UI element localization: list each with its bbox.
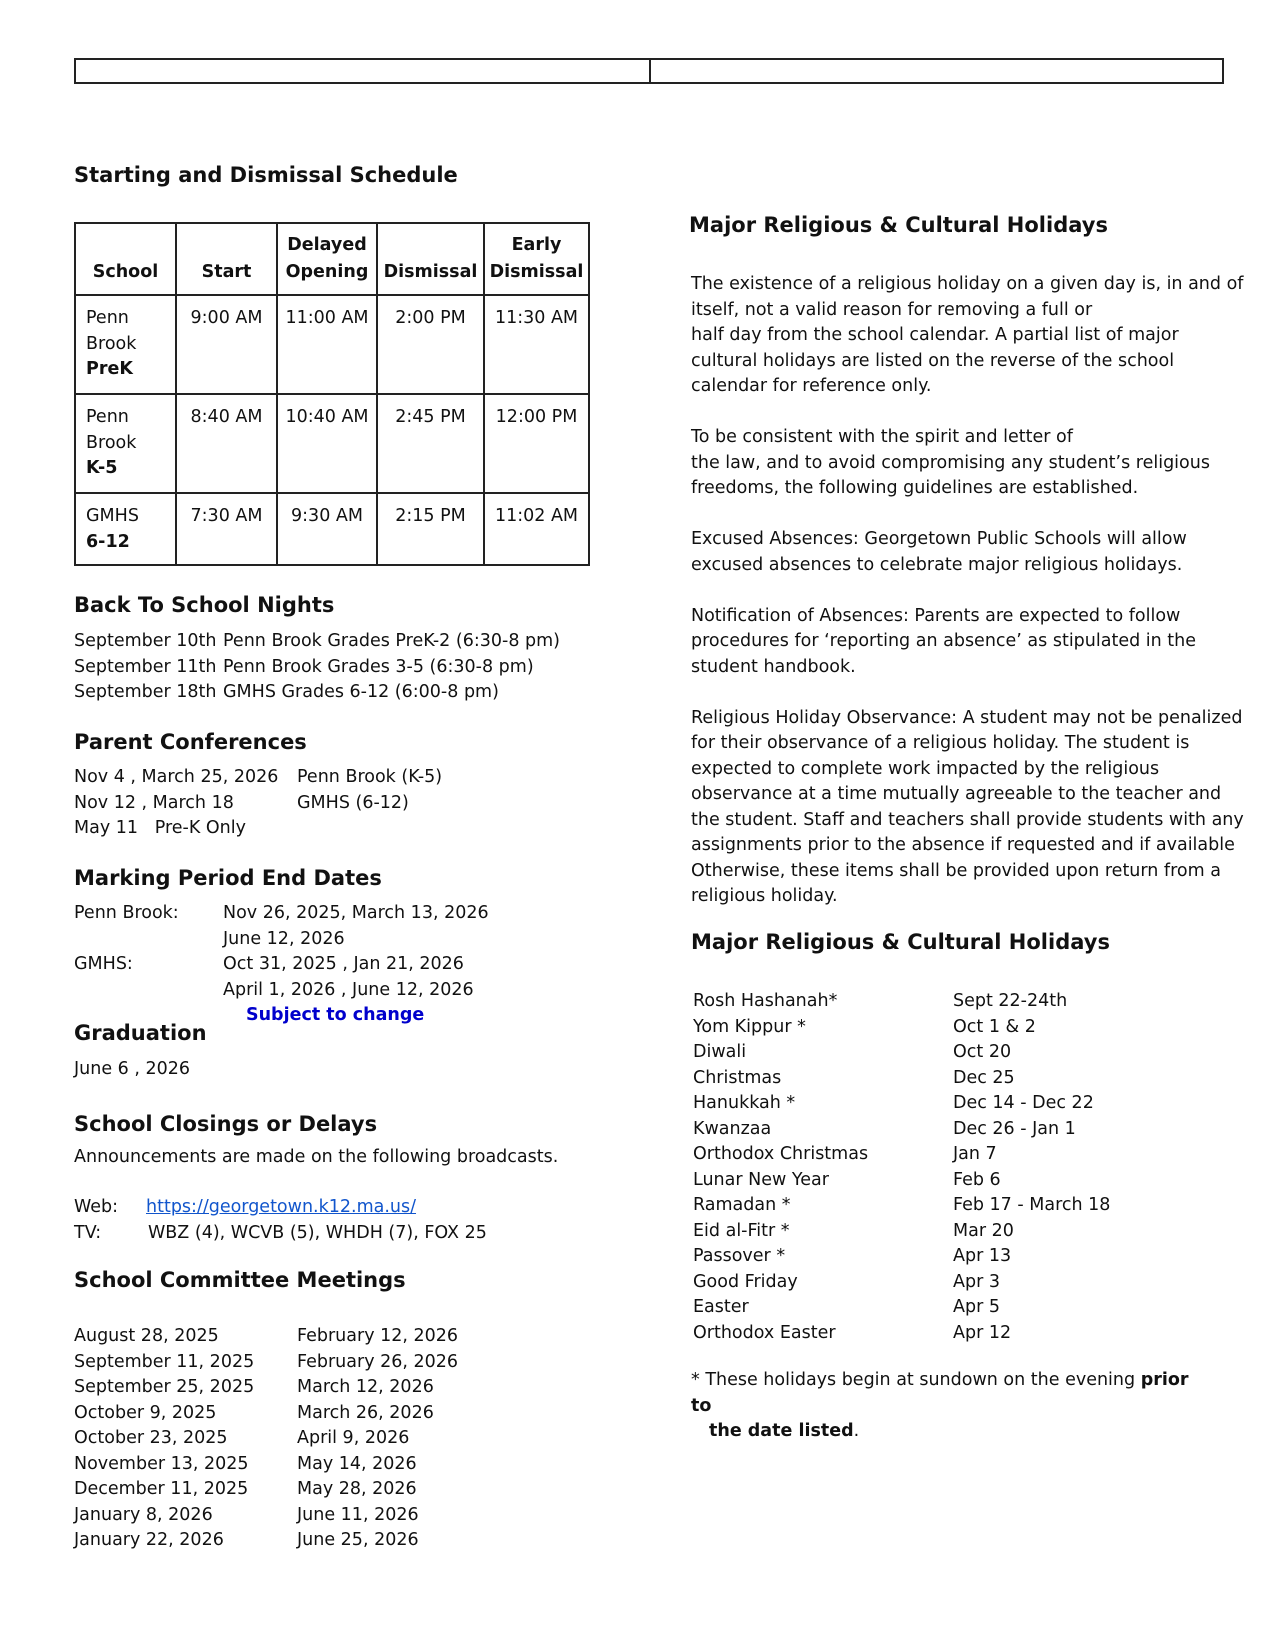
- holiday-name: Good Friday: [693, 1271, 798, 1292]
- holiday-date: Feb 17 - March 18: [953, 1195, 1111, 1215]
- policy-paragraph: [691, 706, 1251, 910]
- holiday-date: Feb 6: [953, 1169, 1001, 1190]
- paragraph-line: cultural holidays are listed on the reverse of the school: [691, 350, 1175, 371]
- event-desc: Penn Brook Grades PreK-2 (6:30-8 pm): [223, 631, 560, 651]
- holiday-name: Orthodox Christmas: [693, 1144, 869, 1164]
- footnote-bold: the date listed: [709, 1421, 854, 1441]
- list-item: [74, 901, 489, 927]
- holiday-name: Easter: [693, 1297, 749, 1317]
- holidays-footnote: [691, 1368, 1211, 1445]
- subject-to-change-note: Subject to change: [246, 1005, 425, 1025]
- start-cell: 7:30 AM: [176, 493, 277, 565]
- back-to-school-title: Back To School Nights: [74, 593, 335, 617]
- graduation-title: Graduation: [74, 1021, 207, 1045]
- holiday-date: Dec 25: [953, 1067, 1015, 1088]
- school-cell: [75, 295, 176, 394]
- school-level: 6-12: [86, 531, 130, 552]
- conference-desc: GMHS (6-12): [297, 792, 409, 813]
- holiday-name: Diwali: [693, 1042, 747, 1062]
- closings-title: School Closings or Delays: [74, 1112, 378, 1136]
- paragraph-line: freedoms, the following guidelines are established.: [691, 478, 1139, 498]
- list-item: [693, 1219, 1110, 1245]
- meeting-date: August 28, 2025: [74, 1326, 219, 1346]
- list-item: [74, 1350, 458, 1376]
- paragraph-line: student handbook.: [691, 656, 856, 677]
- committee-title: School Committee Meetings: [74, 1268, 406, 1292]
- committee-list: [74, 1324, 458, 1554]
- list-item: [74, 978, 489, 1004]
- dismissal-cell: 2:00 PM: [377, 295, 484, 394]
- graduation-date: June 6 , 2026: [74, 1059, 191, 1079]
- school-name: GMHS: [86, 506, 139, 526]
- meeting-date: March 12, 2026: [297, 1377, 434, 1397]
- meeting-date: April 9, 2026: [297, 1428, 410, 1448]
- holiday-name: Christmas: [693, 1067, 782, 1088]
- holiday-name: Hanukkah *: [693, 1093, 796, 1113]
- delayed-cell: 9:30 AM: [277, 493, 377, 565]
- school-name: Brook: [86, 432, 137, 453]
- list-item: [74, 1477, 458, 1503]
- marking-dates: Nov 26, 2025, March 13, 2026: [223, 903, 489, 923]
- meeting-date: June 11, 2026: [297, 1504, 419, 1525]
- holiday-date: Dec 14 - Dec 22: [953, 1093, 1094, 1113]
- header-school: School: [75, 223, 176, 295]
- policy-paragraph: [691, 272, 1251, 400]
- meeting-date: January 22, 2026: [74, 1530, 224, 1550]
- marking-dates: June 12, 2026: [223, 928, 345, 949]
- early-cell: 12:00 PM: [484, 394, 589, 493]
- list-item: [693, 1117, 1110, 1143]
- policy-paragraph: [691, 425, 1251, 502]
- early-cell: 11:02 AM: [484, 493, 589, 565]
- delayed-cell: 10:40 AM: [277, 394, 377, 493]
- holiday-name: Rosh Hashanah*: [693, 991, 838, 1011]
- religious-title: Major Religious & Cultural Holidays: [689, 213, 1108, 237]
- header-start: Start: [176, 223, 277, 295]
- list-item: [74, 791, 442, 817]
- holiday-name: Orthodox Easter: [693, 1322, 836, 1343]
- marking-title: Marking Period End Dates: [74, 866, 382, 890]
- paragraph-line: Notification of Absences: Parents are expected to follow: [691, 605, 1181, 626]
- list-item: [693, 1193, 1110, 1219]
- holiday-date: Apr 3: [953, 1271, 1000, 1292]
- early-cell: 11:30 AM: [484, 295, 589, 394]
- holiday-date: Apr 12: [953, 1322, 1012, 1343]
- meeting-date: November 13, 2025: [74, 1453, 249, 1474]
- policy-paragraph: [691, 604, 1251, 681]
- list-item: [74, 629, 560, 655]
- paragraph-line: assignments prior to the absence if requested and if available: [691, 835, 1235, 855]
- holiday-name: Kwanzaa: [693, 1118, 772, 1139]
- dismissal-cell: 2:15 PM: [377, 493, 484, 565]
- holidays-title: Major Religious & Cultural Holidays: [691, 930, 1110, 954]
- dismissal-cell: 2:45 PM: [377, 394, 484, 493]
- meeting-date: September 11, 2025: [74, 1351, 255, 1372]
- closings-list: [74, 1195, 487, 1246]
- holiday-date: Oct 20: [953, 1042, 1012, 1062]
- holiday-name: Lunar New Year: [693, 1169, 829, 1190]
- footnote-end: .: [853, 1421, 860, 1441]
- holiday-date: Apr 13: [953, 1246, 1012, 1266]
- list-item: [74, 1375, 458, 1401]
- meeting-date: February 26, 2026: [297, 1351, 459, 1372]
- holiday-name: Yom Kippur *: [693, 1016, 806, 1037]
- table-row: [75, 295, 589, 394]
- religious-text: [691, 272, 1251, 910]
- conference-desc: Penn Brook (K-5): [297, 767, 443, 787]
- meeting-date: January 8, 2026: [74, 1504, 213, 1525]
- school-name: Penn: [86, 308, 129, 328]
- start-cell: 8:40 AM: [176, 394, 277, 493]
- list-item: [693, 1270, 1110, 1296]
- holidays-list: [693, 989, 1110, 1346]
- list-item: [74, 1426, 458, 1452]
- event-date: September 18th: [74, 682, 217, 702]
- list-item: [74, 1324, 458, 1350]
- school-level: K-5: [86, 458, 118, 478]
- holiday-date: Sept 22-24th: [953, 991, 1068, 1011]
- conference-date: Nov 4 , March 25, 2026: [74, 767, 279, 787]
- event-desc: Penn Brook Grades 3-5 (6:30-8 pm): [223, 656, 534, 677]
- list-item: [74, 927, 489, 953]
- schedule-table: [74, 222, 590, 566]
- conferences-list: [74, 765, 442, 842]
- start-cell: 9:00 AM: [176, 295, 277, 394]
- back-to-school-list: [74, 629, 560, 706]
- meeting-date: May 28, 2026: [297, 1479, 417, 1499]
- school-cell: [75, 493, 176, 565]
- header-divider: [649, 60, 651, 82]
- holiday-name: Passover *: [693, 1246, 786, 1266]
- meeting-date: May 14, 2026: [297, 1453, 417, 1474]
- table-row: [75, 493, 589, 565]
- list-item: [74, 655, 560, 681]
- list-item: [74, 952, 489, 978]
- web-link[interactable]: https://georgetown.k12.ma.us/: [146, 1197, 417, 1217]
- paragraph-line: procedures for ‘reporting an absence’ as stipulated in the: [691, 631, 1196, 651]
- list-item: [693, 1091, 1110, 1117]
- list-item: [693, 1321, 1110, 1347]
- holiday-date: Apr 5: [953, 1297, 1000, 1317]
- schedule-header-row: [75, 223, 589, 295]
- paragraph-line: the student. Staff and teachers shall provide students with any: [691, 809, 1244, 830]
- conference-date: Nov 12 , March 18: [74, 792, 234, 813]
- paragraph-line: Excused Absences: Georgetown Public Schools will allow: [691, 529, 1187, 549]
- holiday-date: Oct 1 & 2: [953, 1016, 1036, 1037]
- list-item: [74, 1195, 487, 1221]
- meeting-date: March 26, 2026: [297, 1402, 434, 1423]
- schedule-title: Starting and Dismissal Schedule: [74, 163, 458, 187]
- delayed-cell: 11:00 AM: [277, 295, 377, 394]
- marking-label: Penn Brook:: [74, 903, 179, 923]
- list-item: [74, 1401, 458, 1427]
- header-dismissal: Dismissal: [377, 223, 484, 295]
- closings-intro: Announcements are made on the following broadcasts.: [74, 1147, 559, 1167]
- list-item: [74, 1452, 458, 1478]
- table-row: [75, 394, 589, 493]
- footnote-bold: prior to: [691, 1370, 1189, 1416]
- paragraph-line: Otherwise, these items shall be provided upon return from a: [691, 860, 1221, 881]
- marking-dates: April 1, 2026 , June 12, 2026: [223, 979, 474, 1000]
- list-item: [693, 1142, 1110, 1168]
- paragraph-line: itself, not a valid reason for removing a full or: [691, 299, 1093, 320]
- holiday-date: Jan 7: [953, 1144, 997, 1164]
- tv-channels: WBZ (4), WCVB (5), WHDH (7), FOX 25: [148, 1222, 487, 1243]
- paragraph-line: expected to complete work impacted by the religious: [691, 758, 1160, 779]
- paragraph-line: To be consistent with the spirit and letter of: [691, 427, 1073, 447]
- meeting-date: October 23, 2025: [74, 1428, 228, 1448]
- list-item: [74, 765, 442, 791]
- paragraph-line: observance at a time mutually agreeable to the teacher and: [691, 784, 1222, 804]
- list-item: [693, 989, 1110, 1015]
- list-item: [693, 1168, 1110, 1194]
- meeting-date: September 25, 2025: [74, 1377, 255, 1397]
- paragraph-line: religious holiday.: [691, 886, 838, 906]
- marking-dates: Oct 31, 2025 , Jan 21, 2026: [223, 954, 464, 974]
- school-cell: [75, 394, 176, 493]
- event-desc: GMHS Grades 6-12 (6:00-8 pm): [223, 682, 499, 702]
- paragraph-line: Religious Holiday Observance: A student may not be penalized: [691, 707, 1243, 728]
- meeting-date: June 25, 2026: [297, 1530, 419, 1550]
- holiday-name: Ramadan *: [693, 1195, 791, 1215]
- list-item: [74, 1503, 458, 1529]
- header-early: Early Dismissal: [484, 223, 589, 295]
- list-item: [693, 1015, 1110, 1041]
- header-delayed: Delayed Opening: [277, 223, 377, 295]
- holiday-date: Dec 26 - Jan 1: [953, 1118, 1076, 1139]
- list-item: [693, 1040, 1110, 1066]
- policy-paragraph: [691, 527, 1251, 578]
- school-level: PreK: [86, 359, 133, 379]
- header-table: [74, 58, 1224, 84]
- paragraph-line: The existence of a religious holiday on a given day is, in and of: [691, 274, 1244, 294]
- school-name: Penn: [86, 407, 129, 427]
- meeting-date: February 12, 2026: [297, 1326, 459, 1346]
- conferences-title: Parent Conferences: [74, 730, 307, 754]
- marking-label: GMHS:: [74, 954, 133, 974]
- school-name: Brook: [86, 333, 137, 354]
- conference-extra: May 11 Pre-K Only: [74, 818, 246, 838]
- list-item: [693, 1244, 1110, 1270]
- paragraph-line: calendar for reference only.: [691, 376, 932, 396]
- footnote-text: * These holidays begin at sundown on the evening: [691, 1370, 1141, 1390]
- tv-label: TV:: [74, 1222, 102, 1243]
- paragraph-line: half day from the school calendar. A partial list of major: [691, 325, 1179, 345]
- paragraph-line: the law, and to avoid compromising any student’s religious: [691, 452, 1210, 473]
- meeting-date: October 9, 2025: [74, 1402, 217, 1423]
- marking-list: [74, 901, 489, 1029]
- list-item: [74, 1221, 487, 1247]
- paragraph-line: for their observance of a religious holiday. The student is: [691, 733, 1190, 753]
- list-item: [693, 1295, 1110, 1321]
- paragraph-line: excused absences to celebrate major religious holidays.: [691, 554, 1183, 575]
- event-date: September 10th: [74, 631, 217, 651]
- holiday-date: Mar 20: [953, 1220, 1014, 1241]
- meeting-date: December 11, 2025: [74, 1479, 249, 1499]
- web-label: Web:: [74, 1197, 119, 1217]
- list-item: [74, 680, 560, 706]
- event-date: September 11th: [74, 656, 217, 677]
- list-item: [74, 1528, 458, 1554]
- list-item: [693, 1066, 1110, 1092]
- holiday-name: Eid al-Fitr *: [693, 1220, 790, 1241]
